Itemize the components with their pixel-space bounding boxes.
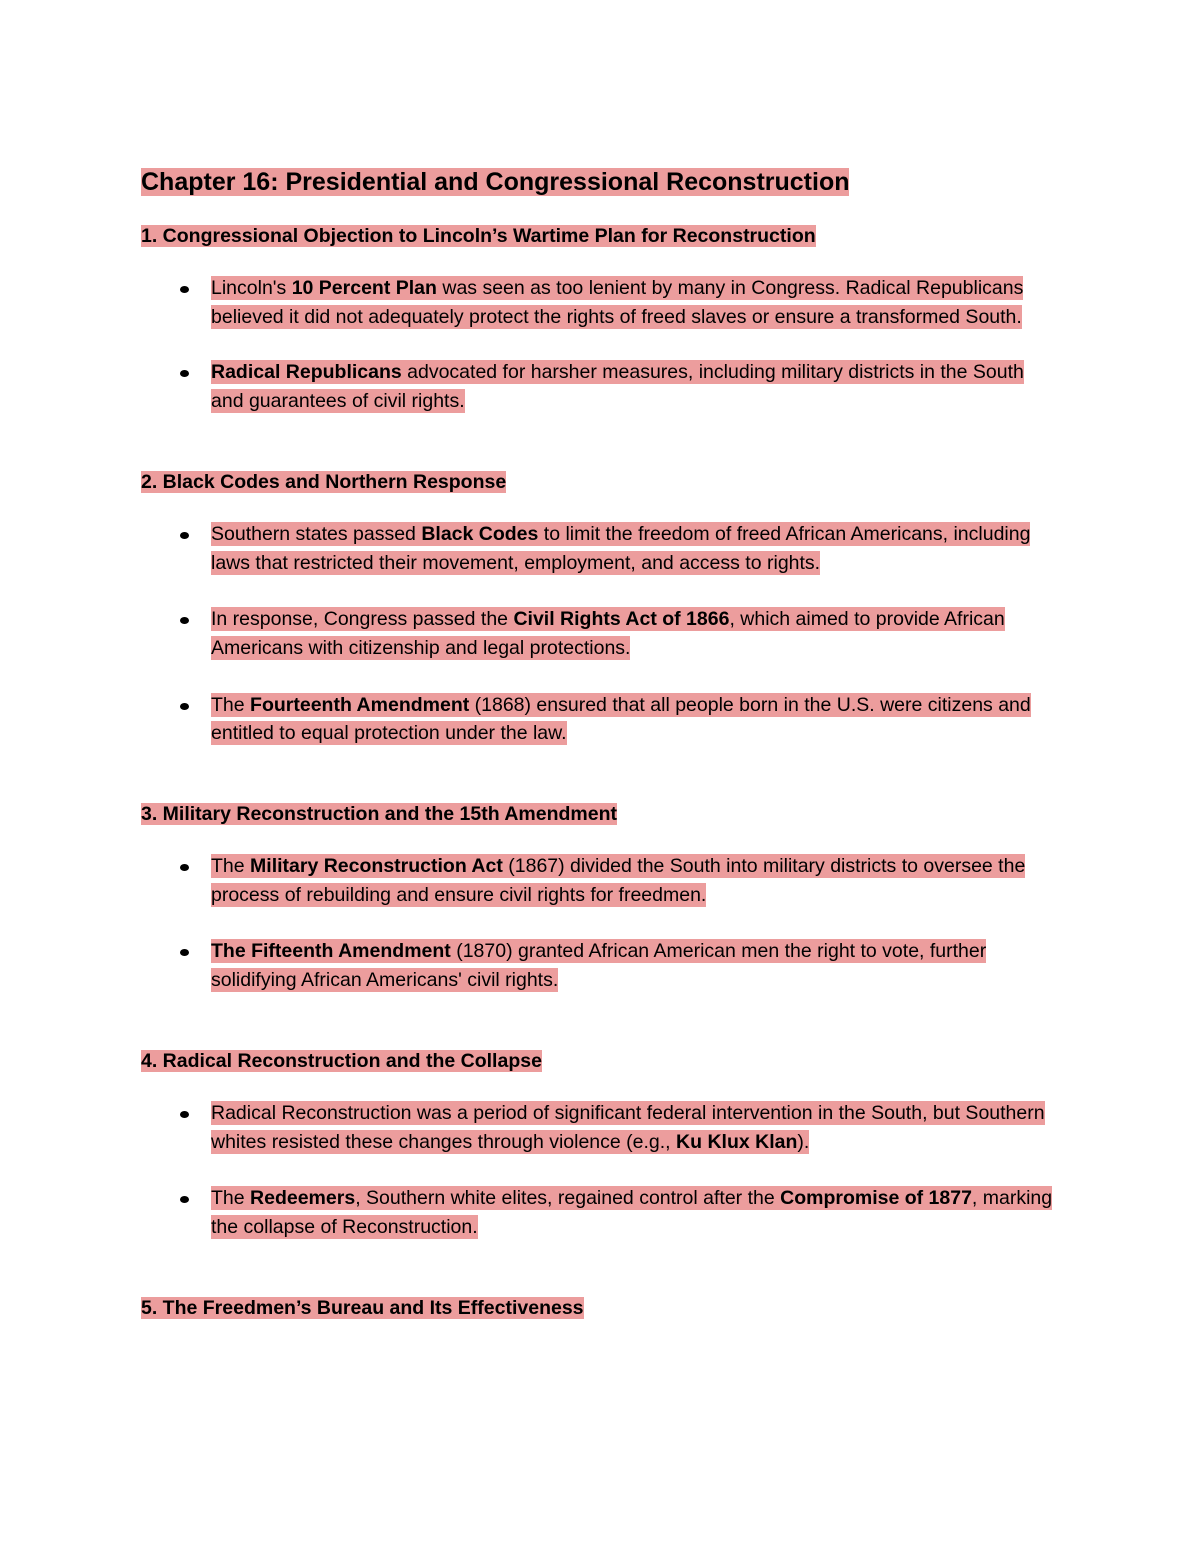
item-text: Lincoln's 10 Percent Plan was seen as too lenient by many in Congress. Radical Republicans believed it did not adequately protect the rights of freed slaves or ensure a transformed South. — [211, 277, 1024, 328]
bullet-list — [141, 520, 1061, 748]
section-1 — [141, 222, 1061, 416]
bullet-icon — [180, 864, 189, 871]
section-heading: 5. The Freedmen’s Bureau and Its Effectiveness — [141, 1296, 584, 1319]
bullet-icon — [180, 370, 189, 377]
item-text: Southern states passed Black Codes to limit the freedom of freed African Americans, including laws that restricted their movement, employment, and access to rights. — [211, 522, 1031, 574]
list-item — [141, 274, 1061, 331]
list-item — [141, 852, 1061, 909]
bullet-icon — [180, 949, 189, 956]
document-page — [141, 166, 1061, 1322]
item-text: The Fourteenth Amendment (1868) ensured that all people born in the U.S. were citizens and entitled to equal protection under the law. — [211, 693, 1031, 745]
item-text: The Military Reconstruction Act (1867) divided the South into military districts to oversee the process of rebuilding and ensure civil rights for freedmen. — [211, 855, 1026, 906]
bullet-list — [141, 1099, 1061, 1242]
bullet-icon — [180, 703, 189, 710]
list-item — [141, 691, 1061, 748]
section-heading: 2. Black Codes and Northern Response — [141, 470, 507, 493]
bullet-icon — [180, 617, 189, 624]
list-item — [141, 937, 1061, 994]
page-title-text: Chapter 16: Presidential and Congressional Reconstruction — [141, 168, 850, 196]
section-heading: 4. Radical Reconstruction and the Collapse — [141, 1049, 542, 1072]
bullet-list — [141, 274, 1061, 416]
item-text: Radical Republicans advocated for harsher measures, including military districts in the South and guarantees of civil rights. — [211, 361, 1024, 413]
list-item — [141, 605, 1061, 662]
section-2 — [141, 468, 1061, 748]
item-text: The Redeemers, Southern white elites, regained control after the Compromise of 1877, marking the collapse of Reconstruction. — [211, 1187, 1053, 1238]
bullet-icon — [180, 1111, 189, 1118]
section-4 — [141, 1047, 1061, 1242]
list-item — [141, 520, 1061, 577]
bullet-icon — [180, 1196, 189, 1203]
list-item — [141, 1099, 1061, 1156]
bullet-icon — [180, 532, 189, 539]
bullet-icon — [180, 286, 189, 293]
list-item — [141, 358, 1061, 415]
bullet-list — [141, 852, 1061, 995]
item-text: Radical Reconstruction was a period of significant federal intervention in the South, but Southern whites resisted these changes through violence (e.g., Ku Klux Klan). — [211, 1101, 1045, 1153]
item-text: The Fifteenth Amendment (1870) granted African American men the right to vote, further solidifying African Americans' civil rights. — [211, 940, 987, 992]
section-5 — [141, 1294, 1061, 1322]
section-heading: 3. Military Reconstruction and the 15th Amendment — [141, 803, 618, 826]
page-title — [141, 166, 1061, 200]
item-text: In response, Congress passed the Civil Rights Act of 1866, which aimed to provide African Americans with citizenship and legal protections. — [211, 608, 1005, 659]
list-item — [141, 1184, 1061, 1241]
section-heading: 1. Congressional Objection to Lincoln’s Wartime Plan for Reconstruction — [141, 225, 816, 247]
section-3 — [141, 800, 1061, 995]
